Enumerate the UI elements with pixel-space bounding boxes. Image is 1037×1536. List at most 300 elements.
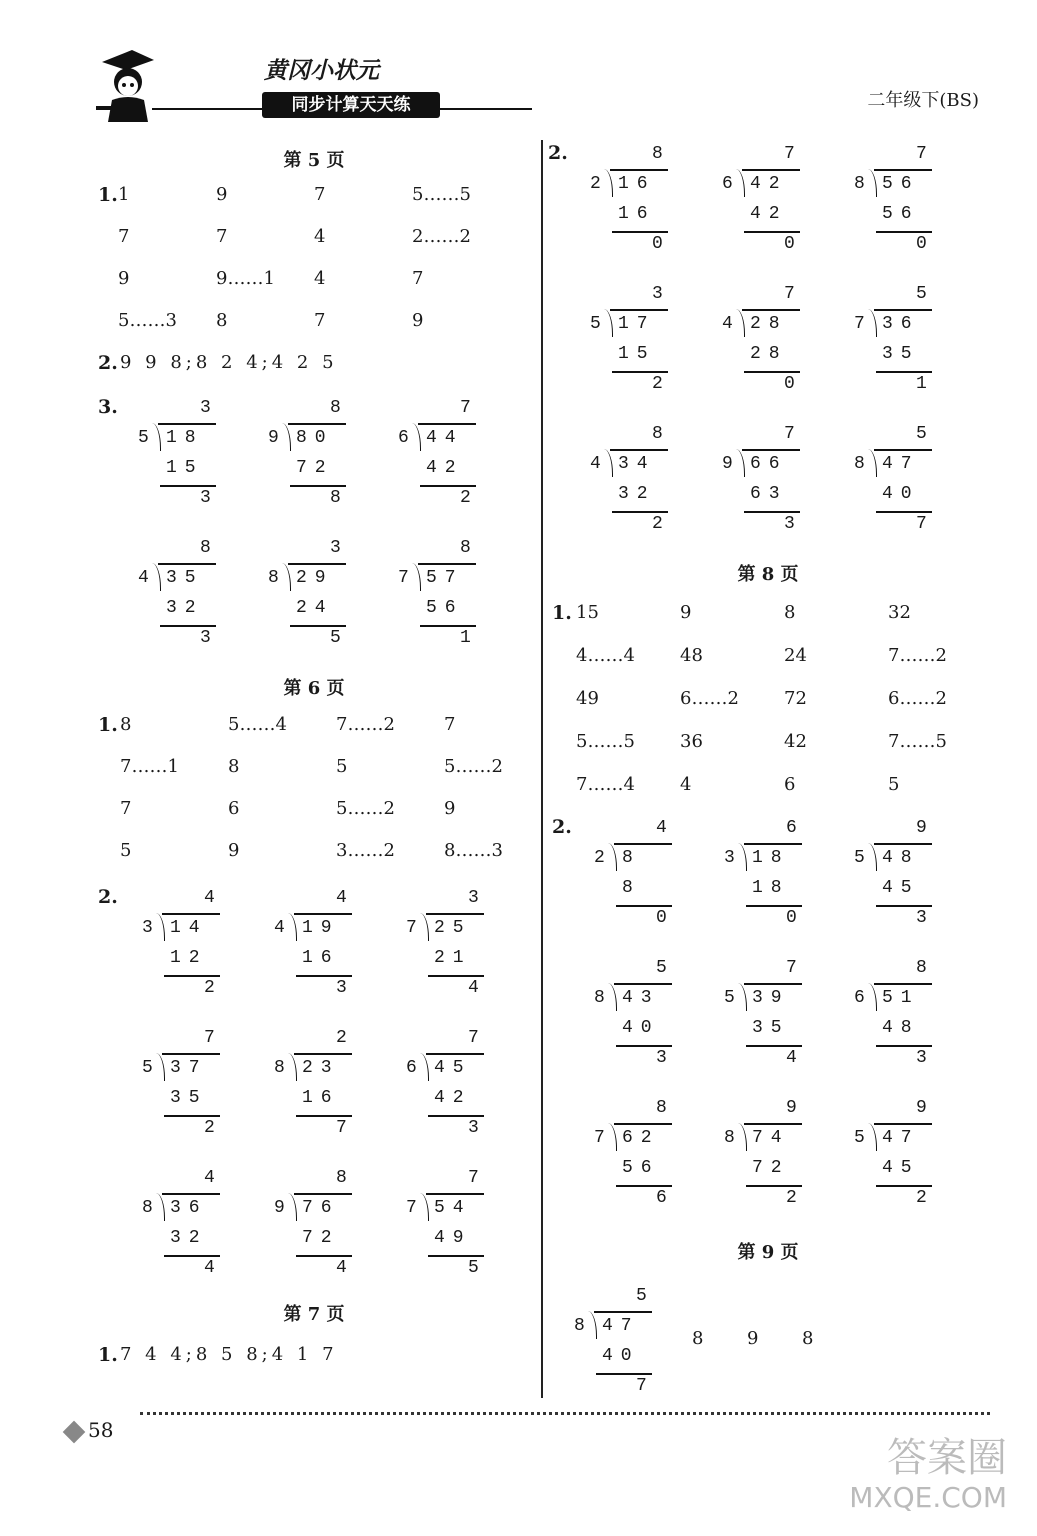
remainder: 2 (652, 514, 663, 534)
dividend: 36 (170, 1198, 208, 1218)
long-division (142, 1028, 272, 1146)
subtraction-line (164, 975, 220, 977)
answer-cell: 7 (120, 798, 132, 819)
dividend: 37 (170, 1058, 208, 1078)
answer-cell: 8……3 (444, 840, 503, 861)
product: 40 (602, 1346, 640, 1366)
answer-cell: 4 (314, 226, 326, 247)
remainder: 6 (656, 1188, 667, 1208)
subtraction-line (616, 1045, 672, 1047)
answer-cell: 7 (216, 226, 228, 247)
division-bracket (738, 843, 747, 871)
answer-cell: 7……2 (336, 714, 395, 735)
dividend: 25 (434, 918, 472, 938)
long-division (406, 888, 536, 1006)
page6-title: 第 6 页 (283, 678, 345, 699)
divisor: 5 (138, 428, 149, 448)
division-bracket (420, 913, 429, 941)
product: 16 (302, 948, 340, 968)
product: 32 (170, 1228, 208, 1248)
divisor: 8 (268, 568, 279, 588)
divisor: 5 (854, 1128, 865, 1148)
division-bracket (162, 913, 220, 915)
division-bracket (294, 1053, 352, 1055)
long-division (406, 1168, 536, 1286)
quotient: 7 (784, 424, 795, 444)
division-bracket (868, 169, 877, 197)
long-division (722, 424, 852, 542)
answer-cell: 9 (216, 184, 228, 205)
subtraction-line (612, 511, 668, 513)
quotient: 9 (916, 1098, 927, 1118)
answer-cell: 9……1 (216, 268, 275, 289)
division-bracket (156, 1053, 165, 1081)
long-division (274, 1028, 404, 1146)
product: 18 (752, 878, 790, 898)
quotient: 4 (336, 888, 347, 908)
product: 15 (166, 458, 204, 478)
p7-q1-label: 1. (98, 1344, 118, 1366)
divisor: 5 (590, 314, 601, 334)
subtraction-line (296, 1115, 352, 1117)
division-bracket (604, 309, 613, 337)
divisor: 8 (574, 1316, 585, 1336)
long-division (268, 398, 398, 516)
remainder: 5 (330, 628, 341, 648)
brand-logo (92, 48, 452, 124)
answer-cell: 9 (228, 840, 240, 861)
division-bracket (614, 843, 672, 845)
subtraction-line (876, 1185, 932, 1187)
division-bracket (426, 913, 484, 915)
divisor: 8 (594, 988, 605, 1008)
division-bracket (610, 449, 668, 451)
subtraction-line (296, 1255, 352, 1257)
division-bracket (736, 309, 745, 337)
divisor: 4 (274, 918, 285, 938)
product: 40 (622, 1018, 660, 1038)
division-bracket (426, 1193, 484, 1195)
product: 42 (750, 204, 788, 224)
dividend: 66 (750, 454, 788, 474)
division-bracket (294, 913, 352, 915)
subtraction-line (612, 231, 668, 233)
subtraction-line (616, 1185, 672, 1187)
subtraction-line (160, 485, 216, 487)
division-bracket (736, 169, 745, 197)
division-bracket (420, 1053, 429, 1081)
division-bracket (608, 983, 617, 1011)
product: 21 (434, 948, 472, 968)
p5-q3-label: 3. (98, 396, 118, 418)
quotient: 8 (330, 398, 341, 418)
division-bracket (868, 1123, 877, 1151)
division-bracket (418, 563, 476, 565)
divisor: 9 (268, 428, 279, 448)
p7-q1-answers: 7 4 4;8 5 8;4 1 7 (120, 1344, 338, 1365)
answer-cell: 5……2 (444, 756, 503, 777)
answer-cell: 2……2 (412, 226, 471, 247)
remainder: 3 (916, 908, 927, 928)
p6-q2-label: 2. (98, 886, 118, 908)
subtraction-line (296, 975, 352, 977)
long-division (590, 424, 720, 542)
subtraction-line (744, 371, 800, 373)
dividend: 45 (434, 1058, 472, 1078)
long-division (722, 284, 852, 402)
remainder: 1 (460, 628, 471, 648)
quotient: 9 (786, 1098, 797, 1118)
subtraction-line (420, 625, 476, 627)
answer-cell: 4 (680, 774, 692, 795)
division-bracket (742, 309, 800, 311)
long-division (594, 1098, 724, 1216)
divisor: 5 (724, 988, 735, 1008)
long-division (406, 1028, 536, 1146)
division-bracket (610, 169, 668, 171)
division-bracket (152, 423, 161, 451)
division-bracket (868, 843, 877, 871)
division-bracket (868, 449, 877, 477)
quotient: 4 (204, 1168, 215, 1188)
product: 56 (882, 204, 920, 224)
answer-cell: 1 (118, 184, 130, 205)
quotient: 5 (916, 284, 927, 304)
long-division (854, 144, 984, 262)
remainder: 0 (784, 374, 795, 394)
quotient: 8 (656, 1098, 667, 1118)
answer-cell: 42 (784, 731, 807, 752)
division-bracket (744, 983, 802, 985)
divisor: 8 (854, 174, 865, 194)
product: 32 (618, 484, 656, 504)
quotient: 7 (468, 1168, 479, 1188)
division-bracket (744, 843, 802, 845)
division-bracket (610, 309, 668, 311)
division-bracket (162, 1193, 220, 1195)
division-bracket (604, 169, 613, 197)
p5-q2-answers: 9 9 8;8 2 4;4 2 5 (120, 352, 338, 373)
division-bracket (868, 309, 877, 337)
long-division (142, 1168, 272, 1286)
divisor: 7 (854, 314, 865, 334)
long-division (142, 888, 272, 1006)
quotient: 8 (336, 1168, 347, 1188)
long-division (724, 1098, 854, 1216)
remainder: 3 (468, 1118, 479, 1138)
division-bracket (608, 1123, 617, 1151)
answer-cell: 5 (120, 840, 132, 861)
remainder: 8 (330, 488, 341, 508)
remainder: 3 (656, 1048, 667, 1068)
subtraction-line (290, 485, 346, 487)
long-division (854, 818, 984, 936)
subtraction-line (746, 905, 802, 907)
answer-cell: 6 (784, 774, 796, 795)
answer-cell: 4 (314, 268, 326, 289)
answer-cell: 7……2 (888, 645, 947, 666)
division-bracket (874, 309, 932, 311)
division-bracket (158, 563, 216, 565)
p9-answer: 8 (802, 1328, 814, 1349)
divisor: 7 (594, 1128, 605, 1148)
division-bracket (614, 983, 672, 985)
divisor: 5 (854, 848, 865, 868)
quotient: 7 (786, 958, 797, 978)
subtraction-line (596, 1373, 652, 1375)
divisor: 4 (138, 568, 149, 588)
remainder: 2 (916, 1188, 927, 1208)
long-division (854, 424, 984, 542)
subtraction-line (876, 1045, 932, 1047)
answer-cell: 8 (216, 310, 228, 331)
division-bracket (744, 1123, 802, 1125)
dividend: 16 (618, 174, 656, 194)
answer-cell: 7……1 (120, 756, 179, 777)
answer-cell: 8 (120, 714, 132, 735)
p6-q1-label: 1. (98, 714, 118, 736)
dividend: 76 (302, 1198, 340, 1218)
dividend: 18 (166, 428, 204, 448)
remainder: 3 (200, 628, 211, 648)
dividend: 47 (882, 1128, 920, 1148)
product: 28 (750, 344, 788, 364)
quotient: 2 (336, 1028, 347, 1048)
divisor: 2 (594, 848, 605, 868)
long-division (724, 958, 854, 1076)
long-division (724, 818, 854, 936)
p5-q2-label: 2. (98, 352, 118, 374)
subtraction-line (164, 1115, 220, 1117)
remainder: 7 (336, 1118, 347, 1138)
answer-cell: 32 (888, 602, 911, 623)
quotient: 7 (784, 284, 795, 304)
long-division (594, 818, 724, 936)
divisor: 6 (406, 1058, 417, 1078)
product: 72 (752, 1158, 790, 1178)
dividend: 56 (882, 174, 920, 194)
subtraction-line (744, 231, 800, 233)
remainder: 3 (200, 488, 211, 508)
dividend: 8 (622, 848, 641, 868)
page9-title: 第 9 页 (737, 1242, 799, 1263)
dividend: 57 (426, 568, 464, 588)
product: 15 (618, 344, 656, 364)
division-bracket (156, 1193, 165, 1221)
subtraction-line (746, 1045, 802, 1047)
remainder: 1 (916, 374, 927, 394)
divisor: 9 (274, 1198, 285, 1218)
product: 16 (618, 204, 656, 224)
dividend: 36 (882, 314, 920, 334)
divisor: 3 (724, 848, 735, 868)
answer-cell: 9 (118, 268, 130, 289)
division-bracket (588, 1311, 597, 1339)
product: 32 (166, 598, 204, 618)
product: 72 (302, 1228, 340, 1248)
remainder: 3 (916, 1048, 927, 1068)
answer-cell: 5……2 (336, 798, 395, 819)
dividend: 74 (752, 1128, 790, 1148)
quotient: 7 (916, 144, 927, 164)
division-bracket (742, 169, 800, 171)
watermark-site: MXQE.COM (849, 1481, 1007, 1514)
watermark (849, 1435, 1007, 1518)
page8-title: 第 8 页 (737, 564, 799, 585)
quotient: 3 (468, 888, 479, 908)
product: 63 (750, 484, 788, 504)
division-bracket (282, 423, 291, 451)
answer-cell: 9 (444, 798, 456, 819)
quotient: 3 (200, 398, 211, 418)
grade-label: 二年级下(BS) (867, 90, 979, 111)
answer-cell: 7 (314, 310, 326, 331)
dividend: 39 (752, 988, 790, 1008)
answer-cell: 72 (784, 688, 807, 709)
division-bracket (736, 449, 745, 477)
subtraction-line (428, 1115, 484, 1117)
dividend: 54 (434, 1198, 472, 1218)
product: 45 (882, 1158, 920, 1178)
quotient: 5 (916, 424, 927, 444)
subtraction-line (428, 1255, 484, 1257)
long-division (274, 1168, 404, 1286)
remainder: 2 (460, 488, 471, 508)
divisor: 8 (724, 1128, 735, 1148)
division-bracket (162, 1053, 220, 1055)
division-bracket (874, 843, 932, 845)
divisor: 7 (406, 918, 417, 938)
answer-cell: 7 (444, 714, 456, 735)
division-bracket (156, 913, 165, 941)
quotient: 5 (656, 958, 667, 978)
remainder: 0 (786, 908, 797, 928)
product: 35 (752, 1018, 790, 1038)
remainder: 2 (786, 1188, 797, 1208)
divisor: 8 (142, 1198, 153, 1218)
long-division (398, 398, 528, 516)
division-bracket (426, 1053, 484, 1055)
brand-banner: 同步计算天天练 (262, 92, 440, 118)
watermark-text: 答案圈 (887, 1435, 1007, 1481)
quotient: 8 (460, 538, 471, 558)
answer-cell: 8 (784, 602, 796, 623)
remainder: 7 (636, 1376, 647, 1396)
quotient: 8 (652, 424, 663, 444)
dividend: 17 (618, 314, 656, 334)
division-bracket (288, 1193, 297, 1221)
remainder: 4 (786, 1048, 797, 1068)
divisor: 6 (398, 428, 409, 448)
remainder: 4 (336, 1258, 347, 1278)
product: 35 (170, 1088, 208, 1108)
product: 45 (882, 878, 920, 898)
remainder: 3 (336, 978, 347, 998)
answer-cell: 6……2 (680, 688, 739, 709)
page-number-text: 58 (88, 1418, 114, 1442)
long-division (722, 144, 852, 262)
subtraction-line (746, 1185, 802, 1187)
divisor: 2 (590, 174, 601, 194)
answer-cell: 8 (228, 756, 240, 777)
quotient: 7 (468, 1028, 479, 1048)
remainder: 3 (784, 514, 795, 534)
product: 42 (426, 458, 464, 478)
dividend: 51 (882, 988, 920, 1008)
division-bracket (288, 913, 297, 941)
p7-q2-label: 2. (548, 142, 568, 164)
subtraction-line (876, 905, 932, 907)
p9-answer: 9 (747, 1328, 759, 1349)
division-bracket (594, 1311, 652, 1313)
column-divider (541, 140, 543, 1398)
division-bracket (152, 563, 161, 591)
quotient: 5 (636, 1286, 647, 1306)
divisor: 5 (142, 1058, 153, 1078)
product: 49 (434, 1228, 472, 1248)
quotient: 9 (916, 818, 927, 838)
long-division (854, 284, 984, 402)
division-bracket (608, 843, 617, 871)
answer-cell: 7……4 (576, 774, 635, 795)
quotient: 8 (200, 538, 211, 558)
page5-title: 第 5 页 (283, 150, 345, 171)
dividend: 18 (752, 848, 790, 868)
p8-q1-label: 1. (552, 602, 572, 624)
remainder: 0 (916, 234, 927, 254)
quotient: 4 (204, 888, 215, 908)
subtraction-line (876, 371, 932, 373)
divisor: 4 (722, 314, 733, 334)
division-bracket (614, 1123, 672, 1125)
division-bracket (288, 1053, 297, 1081)
long-division (268, 538, 398, 656)
long-division (854, 958, 984, 1076)
product: 35 (882, 344, 920, 364)
division-bracket (738, 1123, 747, 1151)
product: 40 (882, 484, 920, 504)
long-division (274, 888, 404, 1006)
remainder: 0 (784, 234, 795, 254)
long-division (398, 538, 528, 656)
answer-cell: 48 (680, 645, 703, 666)
dividend: 34 (618, 454, 656, 474)
product: 56 (622, 1158, 660, 1178)
subtraction-line (876, 511, 932, 513)
divisor: 8 (274, 1058, 285, 1078)
product: 56 (426, 598, 464, 618)
answer-cell: 5 (336, 756, 348, 777)
answer-cell: 7 (118, 226, 130, 247)
answer-cell: 49 (576, 688, 599, 709)
answer-cell: 15 (576, 602, 599, 623)
divisor: 9 (722, 454, 733, 474)
quotient: 8 (652, 144, 663, 164)
dividend: 62 (622, 1128, 660, 1148)
brand-script: 黄冈小状元 (264, 58, 379, 84)
remainder: 2 (204, 1118, 215, 1138)
dividend: 35 (166, 568, 204, 588)
answer-cell: 7……5 (888, 731, 947, 752)
answer-cell: 5……3 (118, 310, 177, 331)
dividend: 42 (750, 174, 788, 194)
division-bracket (874, 983, 932, 985)
subtraction-line (616, 905, 672, 907)
dividend: 23 (302, 1058, 340, 1078)
dividend: 28 (750, 314, 788, 334)
divisor: 4 (590, 454, 601, 474)
remainder: 2 (204, 978, 215, 998)
